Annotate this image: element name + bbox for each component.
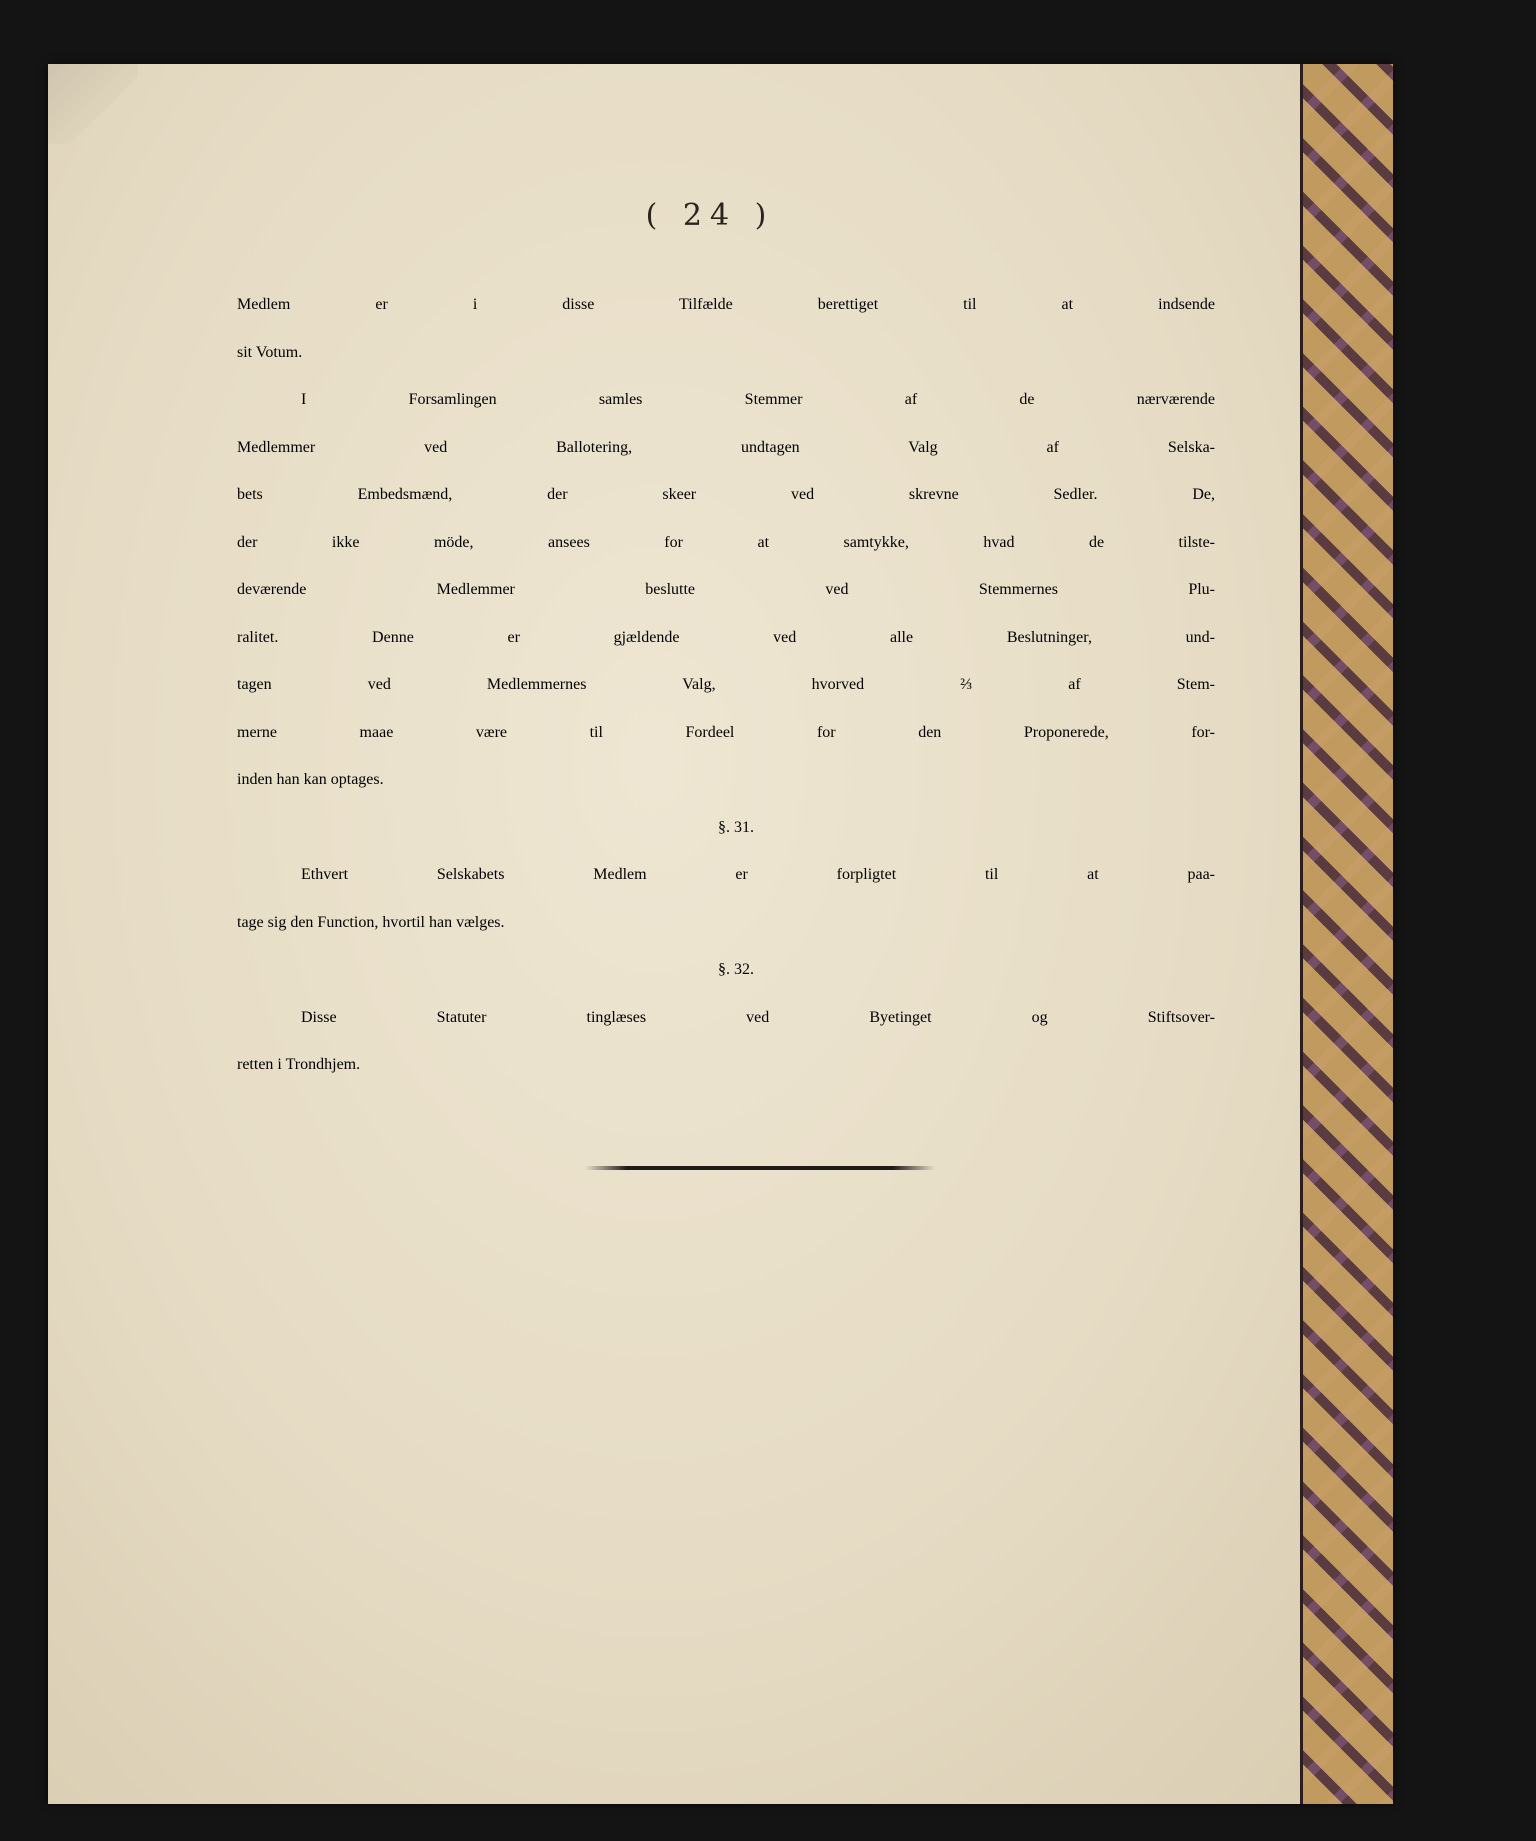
text-line: retten i Trondhjem. xyxy=(237,1056,361,1073)
end-rule xyxy=(585,1166,935,1170)
folded-corner xyxy=(48,64,138,144)
text-line: deværende Medlemmer beslutte ved Stemmernes Plu- xyxy=(237,581,1215,598)
text-line: I Forsamlingen samles Stemmer af de nærværende xyxy=(301,391,1215,408)
text-line: sit Votum. xyxy=(237,343,303,361)
text-line: Ethvert Selskabets Medlem er forpligtet til at paa- xyxy=(301,866,1215,883)
section-heading: §. 32. xyxy=(718,961,754,978)
marbled-binding-edge xyxy=(1300,64,1393,1804)
text-line: tage sig den Function, hvortil han vælges. xyxy=(237,913,505,931)
text-line: Disse Statuter tinglæses ved Byetinget og Stiftsover- xyxy=(301,1008,1215,1026)
text-line: merne maae være til Fordeel for den Proponerede, for- xyxy=(237,723,1215,741)
text-line: der ikke möde, ansees for at samtykke, hvad de tilste- xyxy=(237,533,1215,551)
text-line: Medlem er i disse Tilfælde berettiget til at indsende xyxy=(237,296,1215,313)
text-line: bets Embedsmænd, der skeer ved skrevne Sedler. De, xyxy=(237,486,1215,503)
text-line: Medlemmer ved Ballotering, undtagen Valg af Selska- xyxy=(237,438,1215,456)
section-heading: §. 31. xyxy=(718,818,754,836)
page-number: ( 24 ) xyxy=(645,198,775,233)
text-line: inden han kan optages. xyxy=(237,771,384,788)
body-text xyxy=(237,296,1215,1104)
text-line: ralitet. Denne er gjældende ved alle Beslutninger, und- xyxy=(237,628,1215,646)
text-line: tagen ved Medlemmernes Valg, hvorved ⅔ af Stem- xyxy=(237,676,1215,693)
